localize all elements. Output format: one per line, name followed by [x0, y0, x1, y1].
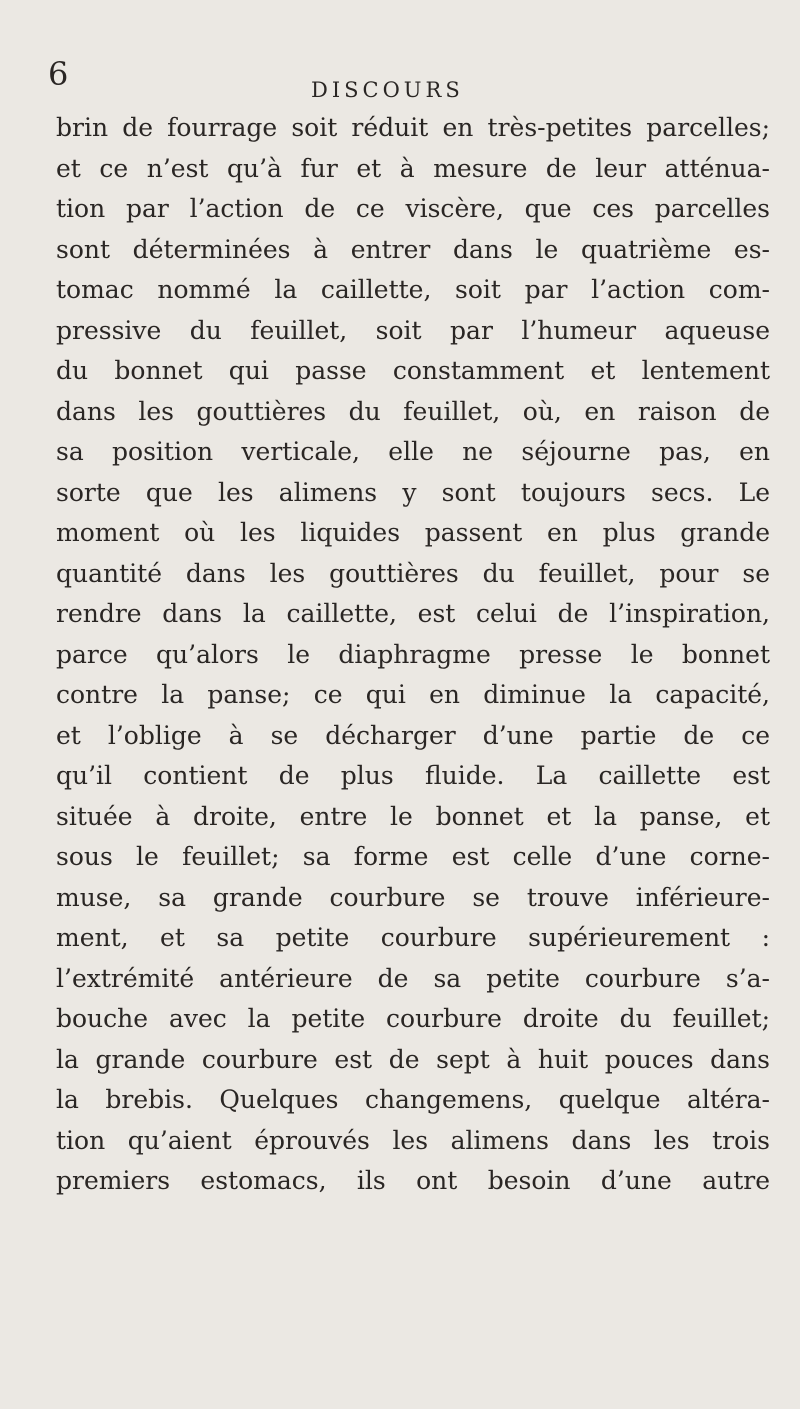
text-line: rendre dans la caillette, est celui de l’inspiration,: [56, 599, 770, 628]
text-line: pressive du feuillet, soit par l’humeur aqueuse: [56, 315, 770, 345]
text-line: muse, sa grande courbure se trouve inférieure-: [56, 882, 770, 912]
text-line: tion par l’action de ce viscère, que ces parcelles: [56, 194, 770, 223]
running-head: DISCOURS: [311, 78, 464, 102]
text-line: premiers estomacs, ils ont besoin d’une autre: [56, 1166, 770, 1195]
text-line: l’extrémité antérieure de sa petite courbure s’a-: [56, 963, 770, 993]
text-line: du bonnet qui passe constamment et lentement: [56, 356, 770, 385]
text-line: située à droite, entre le bonnet et la panse, et: [56, 801, 770, 831]
body-text: [56, 108, 770, 1202]
text-line: la brebis. Quelques changemens, quelque altéra-: [56, 1085, 770, 1114]
text-line: sorte que les alimens y sont toujours secs. Le: [56, 477, 770, 507]
text-line: qu’il contient de plus fluide. La caillette est: [56, 761, 770, 790]
text-line: sous le feuillet; sa forme est celle d’une corne-: [56, 842, 770, 871]
text-line: brin de fourrage soit réduit en très-petites parcelles;: [56, 113, 770, 142]
text-line: et ce n’est qu’à fur et à mesure de leur atténua-: [56, 153, 770, 183]
text-line: dans les gouttières du feuillet, où, en raison de: [56, 396, 770, 426]
text-line: sa position verticale, elle ne séjourne pas, en: [56, 437, 770, 466]
page-number: 6: [48, 55, 69, 93]
text-line: quantité dans les gouttières du feuillet, pour se: [56, 558, 770, 588]
text-line: bouche avec la petite courbure droite du feuillet;: [56, 1004, 770, 1033]
text-line: contre la panse; ce qui en diminue la capacité,: [56, 680, 770, 709]
text-line: la grande courbure est de sept à huit pouces dans: [56, 1044, 770, 1074]
text-line: ment, et sa petite courbure supérieurement :: [56, 923, 770, 952]
text-line: tomac nommé la caillette, soit par l’action com-: [56, 275, 770, 304]
text-line: et l’oblige à se décharger d’une partie de ce: [56, 720, 770, 750]
text-line: sont déterminées à entrer dans le quatrième es-: [56, 234, 770, 264]
text-line: tion qu’aient éprouvés les alimens dans les trois: [56, 1125, 770, 1155]
text-line: parce qu’alors le diaphragme presse le bonnet: [56, 639, 770, 669]
text-line: moment où les liquides passent en plus grande: [56, 518, 770, 547]
